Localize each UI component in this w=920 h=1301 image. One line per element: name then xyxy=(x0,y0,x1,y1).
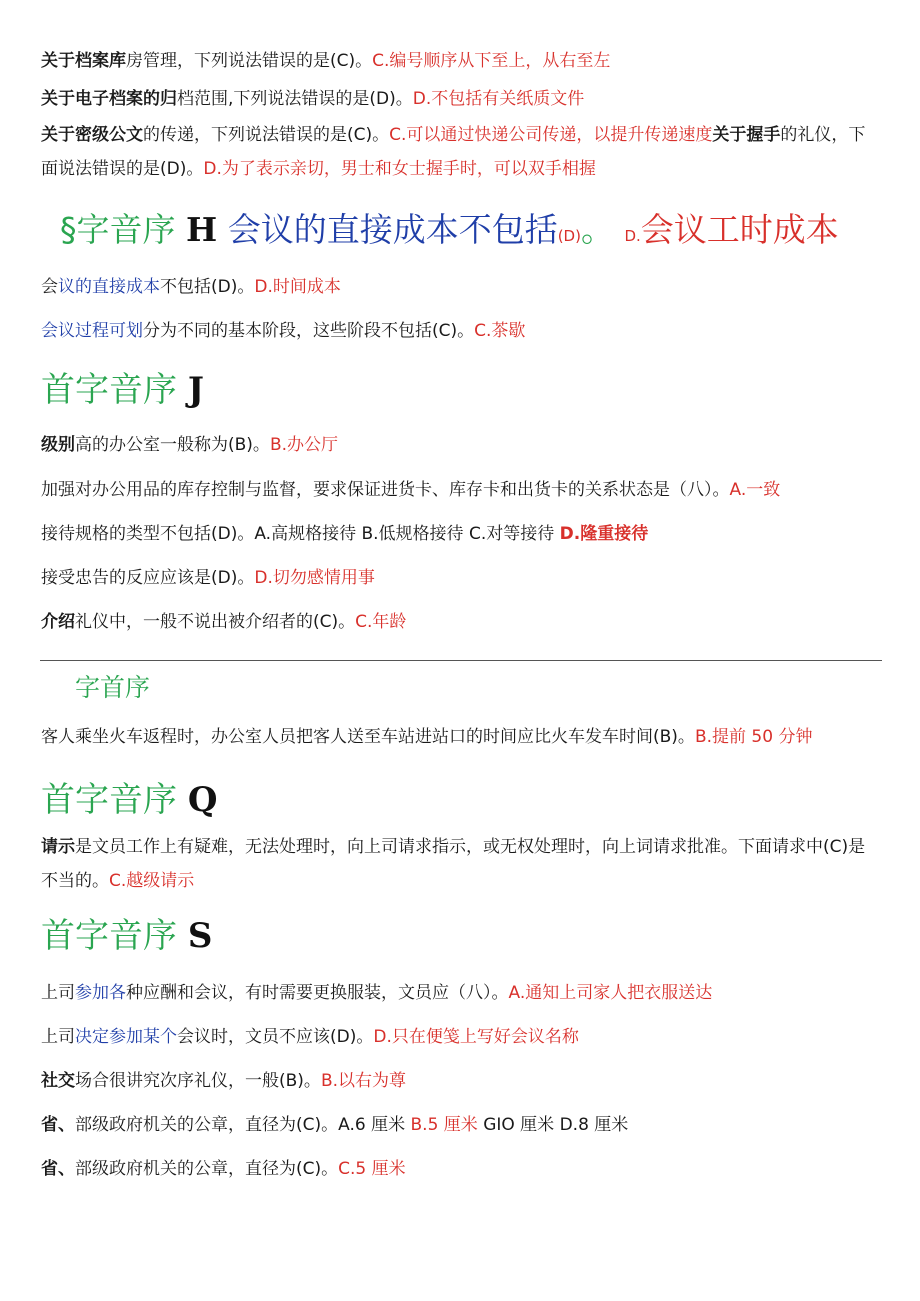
answer: D.不包括有关纸质文件 xyxy=(412,89,585,109)
heading-text: 首字音序 xyxy=(41,916,177,956)
answer: C.茶歇 xyxy=(474,321,526,341)
heading-dot: 。 xyxy=(580,210,614,249)
keyword: 省、 xyxy=(41,1159,75,1179)
answer: B.提前 50 分钟 xyxy=(694,727,813,747)
question-meeting-cost xyxy=(41,270,880,304)
heading-text: 首字音序 xyxy=(41,780,177,820)
keyword: 参加各 xyxy=(75,983,126,1003)
heading-letter: J xyxy=(187,370,204,410)
answer: B.5 厘米 xyxy=(410,1115,478,1135)
question-reception-spec xyxy=(41,517,880,551)
question-text: 上司 xyxy=(41,1027,75,1047)
question-inventory-control xyxy=(41,473,880,507)
question-social-order xyxy=(41,1064,880,1098)
question-office-level xyxy=(41,428,880,462)
answer: C.编号顺序从下至上，从右至左 xyxy=(372,51,611,71)
answer: D.隆重接待 xyxy=(559,524,649,544)
keyword: 决定参加某个 xyxy=(75,1027,177,1047)
question-text: 是文员工作上有疑难，无法处理时，向上司请求指示，或无权处理时，向上词请求批准。下面请求中(C)是不当的。 xyxy=(41,837,866,891)
keyword: 关于电子档案的归 xyxy=(41,89,177,109)
answer: B.办公厅 xyxy=(269,435,339,455)
keyword: 级别 xyxy=(41,435,75,455)
keyword: 请示 xyxy=(41,837,75,857)
answer: A.一致 xyxy=(729,480,781,500)
heading-text: 首字音序 xyxy=(41,370,177,410)
keyword: 关于密级公文 xyxy=(41,125,143,145)
answer: D.只在便笺上写好会议名称 xyxy=(373,1027,579,1047)
question-meeting-stages xyxy=(41,314,880,348)
heading-answer: 会议工时成本 xyxy=(640,210,839,249)
keyword: 关于档案库 xyxy=(41,51,126,71)
question-text-rest: GIO 厘米 D.8 厘米 xyxy=(477,1115,629,1135)
answer: D.切勿感情用事 xyxy=(254,568,375,588)
heading-letter: Q xyxy=(187,780,218,820)
question-text: 礼仪中，一般不说出被介绍者的(C)。 xyxy=(75,612,356,632)
question-text: 接待规格的类型不包括(D)。A.高规格接待 B.低规格接待 C.对等接待 xyxy=(41,524,560,544)
question-electronic-archive xyxy=(41,82,880,116)
keyword-handshake: 关于握手 xyxy=(712,125,781,145)
keyword: 介绍 xyxy=(41,612,75,632)
question-text: 房管理，下列说法错误的是(C)。 xyxy=(126,51,373,71)
keyword: 省、 xyxy=(41,1115,75,1135)
section-subheading: 字首序 xyxy=(75,673,151,702)
question-text-rest: 种应酬和会议，有时需要更换服装，文员应（八）。 xyxy=(126,983,509,1003)
keyword: 议的直接成本 xyxy=(58,277,160,297)
heading-prefix: §字音序 xyxy=(60,210,176,249)
answer: C.年龄 xyxy=(355,612,407,632)
question-text: 部级政府机关的公章，直径为(C)。A.6 厘米 xyxy=(75,1115,411,1135)
question-text: 档范围,下列说法错误的是(D)。 xyxy=(177,89,413,109)
question-text: 部级政府机关的公章，直径为(C)。 xyxy=(75,1159,339,1179)
heading-question: 会议的直接成本不包括 xyxy=(227,210,558,249)
question-text: 加强对办公用品的库存控制与监督，要求保证进货卡、库存卡和出货卡的关系状态是（八）。 xyxy=(41,480,730,500)
question-text-handshake: 的礼仪，下面说法错误的是(D)。 xyxy=(41,125,866,179)
heading-choice: (D) xyxy=(557,227,581,245)
heading-letter: S xyxy=(187,916,213,956)
question-text: 分为不同的基本阶段，这些阶段不包括(C)。 xyxy=(143,321,475,341)
section-heading-h xyxy=(60,208,839,258)
section-divider xyxy=(40,660,882,661)
question-text: 场合很讲究次序礼仪，一般(B)。 xyxy=(75,1071,321,1091)
question-text: 客人乘坐火车返程时，办公室人员把客人送至车站进站口的时间应比火车发车时间(B)。 xyxy=(41,727,695,747)
question-text: 高的办公室一般称为(B)。 xyxy=(75,435,270,455)
question-archive-room xyxy=(41,44,880,78)
answer: C.可以通过快递公司传递，以提升传递速度 xyxy=(389,125,713,145)
answer: A.通知上司家人把衣服送达 xyxy=(508,983,713,1003)
question-seal-diameter-options xyxy=(41,1108,880,1142)
question-boss-meeting xyxy=(41,1020,880,1054)
answer: D.时间成本 xyxy=(254,277,341,297)
answer: C.5 厘米 xyxy=(338,1159,406,1179)
question-request xyxy=(41,830,881,898)
question-text-rest: 会议时，文员不应该(D)。 xyxy=(177,1027,374,1047)
section-heading-j xyxy=(41,368,204,412)
question-introduction xyxy=(41,605,880,639)
question-text: 接受忠告的反应应该是(D)。 xyxy=(41,568,255,588)
question-boss-clothes xyxy=(41,976,880,1010)
question-secret-document xyxy=(41,118,871,186)
question-train-guest xyxy=(41,720,880,754)
question-text: 上司 xyxy=(41,983,75,1003)
question-text: 的传递，下列说法错误的是(C)。 xyxy=(143,125,390,145)
answer: C.越级请示 xyxy=(109,871,195,891)
question-text-rest: 不包括(D)。 xyxy=(160,277,255,297)
keyword: 社交 xyxy=(41,1071,75,1091)
heading-letter: H xyxy=(186,210,218,249)
answer-handshake: D.为了表示亲切，男士和女士握手时，可以双手相握 xyxy=(203,159,596,179)
question-advice-response xyxy=(41,561,880,595)
question-seal-diameter xyxy=(41,1152,880,1186)
section-heading-q xyxy=(41,778,217,822)
answer: B.以右为尊 xyxy=(320,1071,407,1091)
heading-answer-prefix: D. xyxy=(624,227,641,245)
section-heading-s xyxy=(41,914,212,958)
keyword: 会议过程可划 xyxy=(41,321,143,341)
question-text: 会 xyxy=(41,277,58,297)
